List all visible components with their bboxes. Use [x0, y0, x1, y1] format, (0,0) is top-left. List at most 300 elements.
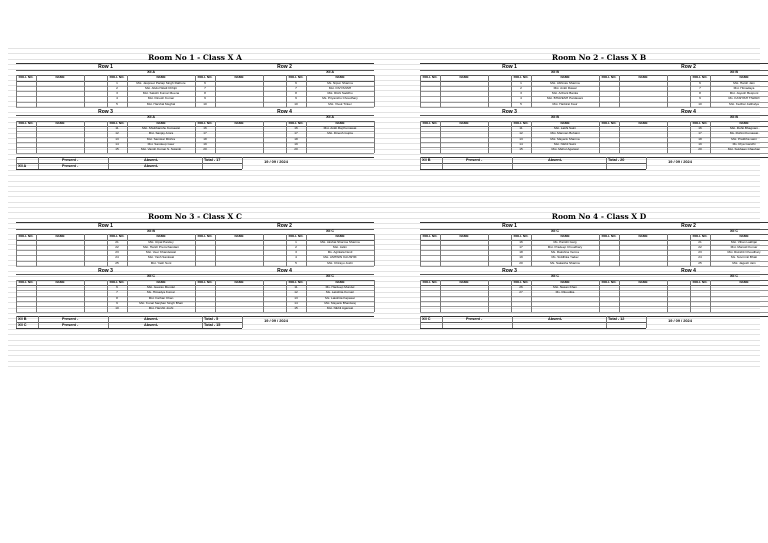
- student-name-cell: Ms. Nipun Sharma: [327, 80, 353, 85]
- rule: [599, 290, 768, 291]
- sheet-gridline: [8, 366, 760, 367]
- student-name-cell: Ms. Sakasha Sharma: [550, 260, 580, 265]
- column-rule: [531, 121, 532, 153]
- left-roll-cell: 17: [203, 131, 207, 136]
- absent-label: Absent-: [144, 163, 159, 168]
- roll-cell: 7: [699, 85, 701, 90]
- column-rule: [442, 157, 443, 169]
- column-rule: [108, 316, 109, 328]
- roll-no-header: ROLL NO.: [692, 120, 708, 125]
- student-name-cell: Mst. Shubhanshu Kumawat: [142, 126, 180, 130]
- roll-cell: 17: [698, 131, 702, 136]
- student-name-cell: Mst. BHAVESH Pardasani: [546, 96, 584, 101]
- column-rule: [420, 121, 421, 153]
- column-rule: [127, 280, 128, 312]
- roll-cell: 17: [519, 244, 523, 249]
- column-rule: [263, 121, 264, 153]
- column-rule: [36, 75, 37, 107]
- rule: [599, 266, 768, 267]
- class-label: XII C: [730, 228, 738, 233]
- roll-cell: 9: [699, 96, 701, 101]
- rule: [420, 107, 599, 108]
- column-rule: [84, 121, 85, 153]
- name-header: NAME: [560, 279, 570, 284]
- roll-no-header: ROLL NO.: [422, 279, 438, 284]
- column-rule: [619, 121, 620, 153]
- roll-cell: 11: [519, 126, 523, 130]
- name-header: NAME: [335, 75, 345, 79]
- row-header: Row 2: [277, 222, 292, 229]
- footer-class: XII B: [422, 157, 431, 162]
- column-rule: [710, 234, 711, 266]
- column-rule: [36, 121, 37, 153]
- roll-cell: 14: [519, 141, 523, 146]
- roll-no-header: ROLL NO.: [197, 234, 213, 238]
- name-header: NAME: [234, 75, 244, 79]
- roll-cell: 23: [698, 250, 702, 255]
- roll-cell: 15: [115, 147, 119, 152]
- sheet-gridline: [8, 340, 760, 341]
- left-roll-cell: 8: [204, 91, 206, 96]
- student-name-cell: Mst. Vivek Tinker: [328, 101, 352, 106]
- name-header: NAME: [234, 120, 244, 125]
- student-name-cell: Mst. ASHWIN KAUSHIK: [323, 255, 357, 260]
- rule: [599, 153, 768, 154]
- name-header: NAME: [459, 120, 469, 125]
- student-name-cell: Mst. Harsh Jain: [733, 80, 755, 85]
- name-header: NAME: [560, 75, 570, 79]
- column-rule: [107, 75, 108, 107]
- rule: [195, 147, 374, 148]
- left-roll-cell: 16: [203, 126, 207, 130]
- roll-cell: 5: [520, 101, 522, 106]
- footer-class: XII C: [18, 322, 27, 327]
- rule: [195, 107, 374, 108]
- rule: [420, 301, 599, 302]
- sheet-gridline: [8, 350, 760, 351]
- roll-no-header: ROLL NO.: [601, 75, 617, 79]
- column-rule: [619, 280, 620, 312]
- column-rule: [512, 157, 513, 169]
- row-header: Row 4: [277, 268, 292, 274]
- student-name-cell: Mst. Pratibha saini: [731, 136, 757, 141]
- name-header: NAME: [739, 75, 749, 79]
- column-rule: [531, 234, 532, 266]
- student-name-cell: Mst. Arihant Banka: [552, 91, 578, 96]
- roll-cell: 2: [295, 244, 297, 249]
- column-rule: [242, 157, 243, 169]
- column-rule: [690, 234, 691, 266]
- rule: [420, 312, 599, 313]
- roll-no-header: ROLL NO.: [692, 75, 708, 79]
- roll-cell: 7: [116, 290, 118, 295]
- row-header: Row 3: [98, 109, 113, 115]
- roll-cell: 25: [698, 260, 702, 265]
- student-name-cell: Mst. Nasan Khan: [553, 285, 577, 289]
- student-name-cell: Mst. Lakhi Saini: [554, 126, 576, 130]
- rule: [599, 306, 768, 307]
- rule: [195, 312, 374, 313]
- roll-cell: 10: [115, 306, 119, 311]
- roll-no-header: ROLL NO.: [692, 279, 708, 284]
- column-rule: [286, 75, 287, 107]
- roll-cell: 4: [295, 255, 297, 260]
- rule: [16, 312, 195, 313]
- roll-cell: 17: [294, 131, 298, 136]
- room-title: Room No 4 - Class X D: [551, 212, 647, 221]
- column-rule: [108, 157, 109, 169]
- row-header: Row 2: [277, 63, 292, 70]
- name-header: NAME: [638, 120, 648, 125]
- left-roll-cell: 7: [204, 85, 206, 90]
- roll-cell: 16: [698, 126, 702, 130]
- column-rule: [531, 75, 532, 107]
- roll-cell: 2: [520, 85, 522, 90]
- sheet-gridline: [8, 345, 760, 346]
- student-name-cell: Mst. Sanjay Arora: [148, 131, 174, 136]
- column-rule: [512, 316, 513, 328]
- class-label: XII A: [147, 115, 155, 119]
- total-label: Total - 17: [204, 157, 221, 162]
- class-label: XII B: [551, 115, 559, 119]
- roll-cell: 9: [116, 300, 118, 305]
- sheet-gridline: [8, 186, 760, 187]
- class-label: XII A: [147, 69, 155, 74]
- column-rule: [263, 280, 264, 312]
- class-label: XII A: [326, 69, 334, 74]
- sheet-gridline: [8, 334, 760, 335]
- student-name-cell: Mst. Harshal Meghal: [146, 101, 176, 106]
- student-name-cell: Mst. Sakshi Kumar Meena: [142, 91, 180, 96]
- student-name-cell: Ms. Rakshna Verma: [551, 250, 579, 255]
- column-rule: [215, 280, 216, 312]
- column-rule: [215, 234, 216, 266]
- column-rule: [374, 121, 375, 153]
- column-rule: [667, 234, 668, 266]
- roll-no-header: ROLL NO.: [513, 234, 529, 238]
- column-rule: [306, 280, 307, 312]
- column-rule: [16, 157, 17, 169]
- name-header: NAME: [55, 75, 65, 79]
- student-name-cell: Mst. Vihan Lakhijai: [731, 239, 757, 244]
- row-header: Row 4: [681, 109, 696, 115]
- column-rule: [690, 280, 691, 312]
- name-header: NAME: [55, 234, 65, 238]
- sheet-gridline: [8, 196, 760, 197]
- roll-cell: 22: [698, 244, 702, 249]
- roll-cell: 21: [698, 239, 702, 244]
- student-name-cell: Mst. Nikhil Agarwal: [326, 306, 354, 311]
- class-label: XII B: [147, 228, 155, 233]
- exam-date: 19 / 09 / 2024: [264, 317, 288, 323]
- class-label: XII C: [551, 274, 559, 278]
- roll-cell: 14: [115, 141, 119, 146]
- column-rule: [488, 121, 489, 153]
- column-rule: [38, 316, 39, 328]
- student-name-cell: Mst. Harshit Joshi: [148, 306, 174, 311]
- roll-no-header: ROLL NO.: [422, 234, 438, 238]
- student-name-cell: Mst. DIVYANSH: [328, 85, 352, 90]
- sheet-gridline: [8, 329, 760, 330]
- absent-label: Absent-: [548, 157, 563, 162]
- column-rule: [16, 121, 17, 153]
- roll-no-header: ROLL NO.: [288, 279, 304, 284]
- rule: [195, 266, 374, 267]
- roll-cell: 1: [116, 80, 118, 85]
- sheet-gridline: [8, 191, 760, 192]
- student-name-cell: Mst. Mayank Sharma: [550, 136, 580, 141]
- student-name-cell: Ms. Siddhika Yadav: [551, 255, 579, 260]
- student-name-cell: Mst. Rohit Bhagnani: [730, 126, 758, 130]
- name-header: NAME: [459, 75, 469, 79]
- roll-cell: 3: [116, 91, 118, 96]
- exam-date: 19 / 09 / 2024: [668, 158, 692, 164]
- roll-cell: 15: [519, 147, 523, 152]
- student-name-cell: Mst. Nikhil Saini: [553, 141, 576, 146]
- sheet-gridline: [8, 355, 760, 356]
- column-rule: [420, 280, 421, 312]
- footer-class: XII B: [18, 316, 27, 321]
- column-rule: [667, 75, 668, 107]
- rule: [16, 169, 242, 170]
- column-rule: [420, 157, 421, 169]
- rule: [420, 169, 646, 170]
- student-name-cell: Mst. Himadaya: [733, 85, 755, 90]
- roll-cell: 19: [519, 255, 523, 260]
- rule: [16, 153, 195, 154]
- name-header: NAME: [335, 234, 345, 238]
- column-rule: [286, 121, 287, 153]
- row-header: Row 2: [681, 222, 696, 229]
- column-rule: [107, 121, 108, 153]
- rule: [599, 312, 768, 313]
- column-rule: [374, 234, 375, 266]
- student-name-cell: Mst. Farhan Khan: [148, 295, 174, 300]
- roll-cell: 16: [519, 239, 523, 244]
- row-header: Row 1: [98, 63, 113, 70]
- class-label: XII B: [551, 69, 559, 74]
- roll-cell: 23: [115, 250, 119, 255]
- room-title: Room No 3 - Class X C: [148, 212, 242, 221]
- column-rule: [127, 121, 128, 153]
- roll-cell: 27: [519, 290, 523, 295]
- roll-cell: 18: [519, 250, 523, 255]
- student-name-cell: Mst. Mannan Bohaini: [550, 131, 580, 136]
- roll-cell: 11: [115, 126, 119, 130]
- column-rule: [710, 75, 711, 107]
- column-rule: [215, 121, 216, 153]
- rule: [16, 163, 242, 164]
- column-rule: [440, 234, 441, 266]
- exam-date: 19 / 09 / 2024: [668, 317, 692, 323]
- row-header: Row 1: [502, 63, 517, 70]
- column-rule: [710, 280, 711, 312]
- column-rule: [440, 280, 441, 312]
- sheet-gridline: [8, 154, 760, 155]
- column-rule: [619, 234, 620, 266]
- roll-cell: 6: [295, 80, 297, 85]
- class-label: XII C: [326, 228, 334, 233]
- column-rule: [107, 234, 108, 266]
- roll-no-header: ROLL NO.: [288, 120, 304, 125]
- student-name-cell: Mst. Kunal Sanjhan Singh Bhati: [139, 300, 183, 305]
- student-name-cell: Mst. Harsh Premchandani: [143, 244, 179, 249]
- rule: [16, 328, 242, 329]
- student-name-cell: Mst. Abdul Wadi Chhipi: [145, 85, 177, 90]
- name-header: NAME: [335, 120, 345, 125]
- absent-label: Absent-: [548, 316, 563, 321]
- left-roll-cell: 19: [203, 141, 207, 146]
- rule: [420, 266, 599, 267]
- roll-cell: 9: [295, 96, 297, 101]
- column-rule: [606, 316, 607, 328]
- rule: [599, 107, 768, 108]
- rule: [16, 266, 195, 267]
- roll-cell: 11: [294, 285, 298, 289]
- rule: [195, 137, 374, 138]
- name-header: NAME: [234, 279, 244, 284]
- roll-cell: 8: [295, 91, 297, 96]
- name-header: NAME: [335, 279, 345, 284]
- column-rule: [511, 234, 512, 266]
- student-name-cell: Mst. Vansh Kumar S. Solanki: [140, 147, 181, 152]
- roll-cell: 20: [698, 147, 702, 152]
- row-header: Row 3: [98, 268, 113, 274]
- student-name-cell: Ms. Parishi Garg: [553, 239, 577, 244]
- column-rule: [646, 316, 647, 328]
- room-title: Room No 2 - Class X B: [551, 53, 647, 62]
- roll-no-header: ROLL NO.: [601, 120, 617, 125]
- roll-cell: 4: [520, 96, 522, 101]
- column-rule: [84, 280, 85, 312]
- roll-cell: 18: [698, 136, 702, 141]
- roll-no-header: ROLL NO.: [601, 234, 617, 238]
- name-header: NAME: [560, 120, 570, 125]
- column-rule: [107, 280, 108, 312]
- name-header: NAME: [156, 120, 166, 125]
- sheet-gridline: [8, 181, 760, 182]
- column-rule: [488, 75, 489, 107]
- left-roll-cell: 10: [203, 101, 207, 106]
- column-rule: [710, 121, 711, 153]
- roll-no-header: ROLL NO.: [601, 279, 617, 284]
- roll-cell: 13: [519, 136, 523, 141]
- column-rule: [127, 75, 128, 107]
- name-header: NAME: [234, 234, 244, 238]
- roll-cell: 18: [294, 136, 298, 141]
- present-label: Present -: [62, 316, 79, 321]
- column-rule: [195, 75, 196, 107]
- roll-cell: 6: [116, 285, 118, 289]
- roll-no-header: ROLL NO.: [422, 75, 438, 79]
- column-rule: [619, 75, 620, 107]
- row-header: Row 3: [502, 268, 517, 274]
- column-rule: [511, 280, 512, 312]
- column-rule: [599, 234, 600, 266]
- column-rule: [286, 234, 287, 266]
- sheet-gridline: [8, 165, 760, 166]
- sheet-gridline: [8, 175, 760, 176]
- roll-no-header: ROLL NO.: [109, 279, 125, 284]
- student-name-cell: Mst. Mayank Bhardwaj: [324, 300, 356, 305]
- rule: [420, 296, 599, 297]
- name-header: NAME: [156, 234, 166, 238]
- roll-no-header: ROLL NO.: [18, 234, 34, 238]
- name-header: NAME: [156, 75, 166, 79]
- roll-no-header: ROLL NO.: [109, 75, 125, 79]
- absent-label: Absent-: [144, 322, 159, 327]
- roll-cell: 2: [116, 85, 118, 90]
- name-header: NAME: [156, 279, 166, 284]
- column-rule: [306, 234, 307, 266]
- student-name-cell: Ms. Rituudika: [555, 290, 575, 295]
- column-rule: [488, 280, 489, 312]
- student-name-cell: Mst. Utpal Pandey: [148, 239, 174, 244]
- student-name-cell: Ms. Priyanshu Choudhary: [322, 96, 358, 101]
- class-label: XII C: [730, 274, 738, 278]
- roll-cell: 5: [116, 101, 118, 106]
- roll-no-header: ROLL NO.: [197, 120, 213, 125]
- student-name-cell: Mst. Sukhaan Chauhan: [727, 147, 761, 152]
- column-rule: [420, 234, 421, 266]
- rule: [599, 301, 768, 302]
- rule: [195, 142, 374, 143]
- roll-cell: 21: [115, 239, 119, 244]
- total-label: Total - 5: [204, 316, 219, 321]
- rule: [420, 153, 599, 154]
- name-header: NAME: [560, 234, 570, 238]
- roll-cell: 3: [295, 250, 297, 255]
- left-roll-cell: 20: [203, 147, 207, 152]
- roll-cell: 4: [116, 96, 118, 101]
- student-name-cell: Mst. Rukshit Choudhary: [727, 250, 761, 255]
- roll-cell: 19: [698, 141, 702, 146]
- roll-cell: 14: [294, 300, 298, 305]
- student-name-cell: Mst. Ankit Rawal: [553, 85, 577, 90]
- roll-cell: 8: [116, 295, 118, 300]
- student-name-cell: Mst. Jayesh Besponi: [729, 91, 759, 96]
- name-header: NAME: [739, 120, 749, 125]
- present-label: Present -: [62, 157, 79, 162]
- name-header: NAME: [55, 279, 65, 284]
- roll-cell: 12: [519, 131, 523, 136]
- total-label: Total - 20: [608, 157, 625, 162]
- present-label: Present -: [62, 163, 79, 168]
- column-rule: [511, 121, 512, 153]
- roll-cell: 19: [294, 141, 298, 146]
- student-name-cell: Mst. Dinesh Kumar: [147, 96, 175, 101]
- student-name-cell: Mst. Veer Khandelwal: [146, 250, 176, 255]
- name-header: NAME: [638, 75, 648, 79]
- roll-no-header: ROLL NO.: [197, 279, 213, 284]
- roll-cell: 3: [520, 91, 522, 96]
- student-name-cell: Ms. Lakshita Kapasar: [325, 295, 355, 300]
- row-header: Row 1: [98, 222, 113, 229]
- column-rule: [599, 75, 600, 107]
- roll-cell: 1: [295, 239, 297, 244]
- column-rule: [202, 157, 203, 169]
- student-name-cell: Mst. Dinesh Gupta: [327, 131, 353, 136]
- roll-no-header: ROLL NO.: [513, 75, 529, 79]
- student-name-cell: Mst. Akshat Sharma Sharma: [320, 239, 360, 244]
- column-rule: [667, 280, 668, 312]
- roll-cell: 13: [115, 136, 119, 141]
- student-name-cell: Mst. Jagesh Jain: [732, 260, 756, 265]
- row-header: Row 1: [502, 222, 517, 229]
- sheet-gridline: [8, 207, 760, 208]
- sheet-gridline: [8, 361, 760, 362]
- column-rule: [599, 280, 600, 312]
